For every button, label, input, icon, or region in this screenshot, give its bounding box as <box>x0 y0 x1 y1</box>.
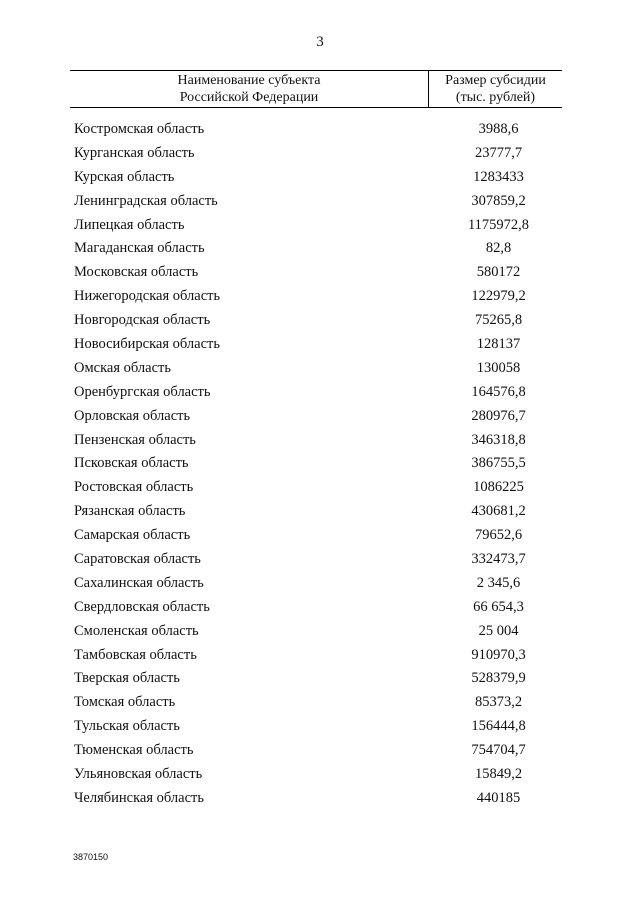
table-row <box>74 336 562 360</box>
region-name: Самарская область <box>74 527 191 544</box>
region-name: Новгородская область <box>74 312 211 329</box>
region-name: Саратовская область <box>74 551 201 568</box>
table-row <box>74 408 562 432</box>
subsidy-value: 25 004 <box>478 622 519 639</box>
subsidy-value: 280976,7 <box>471 407 526 424</box>
subsidy-value: 66 654,3 <box>473 598 524 615</box>
table-row <box>74 217 562 241</box>
page-number: 3 <box>316 34 324 50</box>
subsidy-value: 164576,8 <box>471 383 526 400</box>
header-subsidy-amount <box>429 71 562 108</box>
subsidy-value: 128137 <box>476 336 521 353</box>
table-row <box>74 790 562 814</box>
region-name: Свердловская область <box>74 598 210 615</box>
subsidy-value: 528379,9 <box>471 670 526 687</box>
table-row <box>74 742 562 766</box>
region-name: Омская область <box>74 359 171 376</box>
region-name: Смоленская область <box>74 622 199 639</box>
region-name: Пензенская область <box>74 431 196 448</box>
table-row <box>74 240 562 264</box>
subsidy-value: 79652,6 <box>474 527 523 544</box>
subsidy-value: 386755,5 <box>471 455 526 472</box>
region-name: Псковская область <box>74 455 189 472</box>
subsidy-value: 440185 <box>476 789 521 806</box>
subsidy-value: 2 345,6 <box>476 574 521 591</box>
region-name: Курганская область <box>74 144 195 161</box>
table-row <box>74 503 562 527</box>
table-row <box>74 384 562 408</box>
subsidy-value: 332473,7 <box>471 551 526 568</box>
table-row <box>74 193 562 217</box>
table-row <box>74 718 562 742</box>
region-name: Оренбургская область <box>74 383 211 400</box>
header-region-name-line1: Наименование субъекта <box>177 73 321 88</box>
table-row <box>74 575 562 599</box>
region-name: Рязанская область <box>74 503 186 520</box>
region-name: Липецкая область <box>74 216 185 233</box>
subsidy-value: 85373,2 <box>474 694 523 711</box>
header-subsidy-amount-line2: (тыс. рублей) <box>455 90 536 105</box>
table-header <box>70 70 562 108</box>
table-row <box>74 312 562 336</box>
subsidy-value: 1175972,8 <box>467 216 530 233</box>
subsidy-value: 754704,7 <box>471 742 526 759</box>
document-code: 3870150 <box>73 852 109 862</box>
subsidy-value: 82,8 <box>485 240 512 257</box>
table-row <box>74 623 562 647</box>
subsidy-value: 122979,2 <box>471 288 526 305</box>
table-row <box>74 169 562 193</box>
region-name: Томская область <box>74 694 176 711</box>
region-name: Ленинградская область <box>74 192 218 209</box>
table-row <box>74 527 562 551</box>
region-name: Челябинская область <box>74 789 204 806</box>
header-region-name-line2: Российской Федерации <box>179 90 319 105</box>
region-name: Нижегородская область <box>74 288 221 305</box>
subsidy-value: 15849,2 <box>474 766 523 783</box>
region-name: Тверская область <box>74 670 180 687</box>
table-row <box>74 694 562 718</box>
region-name: Тульская область <box>74 718 180 735</box>
subsidy-value: 130058 <box>476 359 521 376</box>
table-row <box>74 288 562 312</box>
table-row <box>74 599 562 623</box>
table-row <box>74 432 562 456</box>
table-row <box>74 145 562 169</box>
header-region-name <box>70 71 428 108</box>
region-name: Сахалинская область <box>74 574 204 591</box>
subsidy-value: 430681,2 <box>471 503 526 520</box>
subsidy-value: 346318,8 <box>471 431 526 448</box>
subsidy-value: 307859,2 <box>471 192 526 209</box>
table-row <box>74 647 562 671</box>
region-name: Магаданская область <box>74 240 205 257</box>
region-name: Тюменская область <box>74 742 194 759</box>
subsidy-value: 23777,7 <box>474 144 523 161</box>
table-row <box>74 551 562 575</box>
subsidy-value: 1283433 <box>473 168 524 185</box>
table-row <box>74 670 562 694</box>
subsidy-value: 1086225 <box>473 479 524 496</box>
region-name: Тамбовская область <box>74 646 197 663</box>
table-row <box>74 455 562 479</box>
region-name: Костромская область <box>74 121 205 137</box>
table-row <box>74 121 562 145</box>
region-name: Орловская область <box>74 407 191 424</box>
subsidy-value: 156444,8 <box>471 718 526 735</box>
region-name: Ульяновская область <box>74 766 203 783</box>
region-name: Ростовская область <box>74 479 194 496</box>
region-name: Московская область <box>74 264 199 281</box>
table-row <box>74 766 562 790</box>
region-name: Новосибирская область <box>74 336 220 353</box>
subsidy-value: 75265,8 <box>474 312 523 329</box>
table-row <box>74 264 562 288</box>
table-body <box>74 121 562 814</box>
region-name: Курская область <box>74 168 175 185</box>
subsidy-value: 910970,3 <box>471 646 526 663</box>
subsidy-value: 580172 <box>476 264 521 281</box>
table-row <box>74 479 562 503</box>
header-subsidy-amount-line1: Размер субсидии <box>445 73 546 88</box>
table-row <box>74 360 562 384</box>
subsidy-value: 3988,6 <box>478 121 519 137</box>
